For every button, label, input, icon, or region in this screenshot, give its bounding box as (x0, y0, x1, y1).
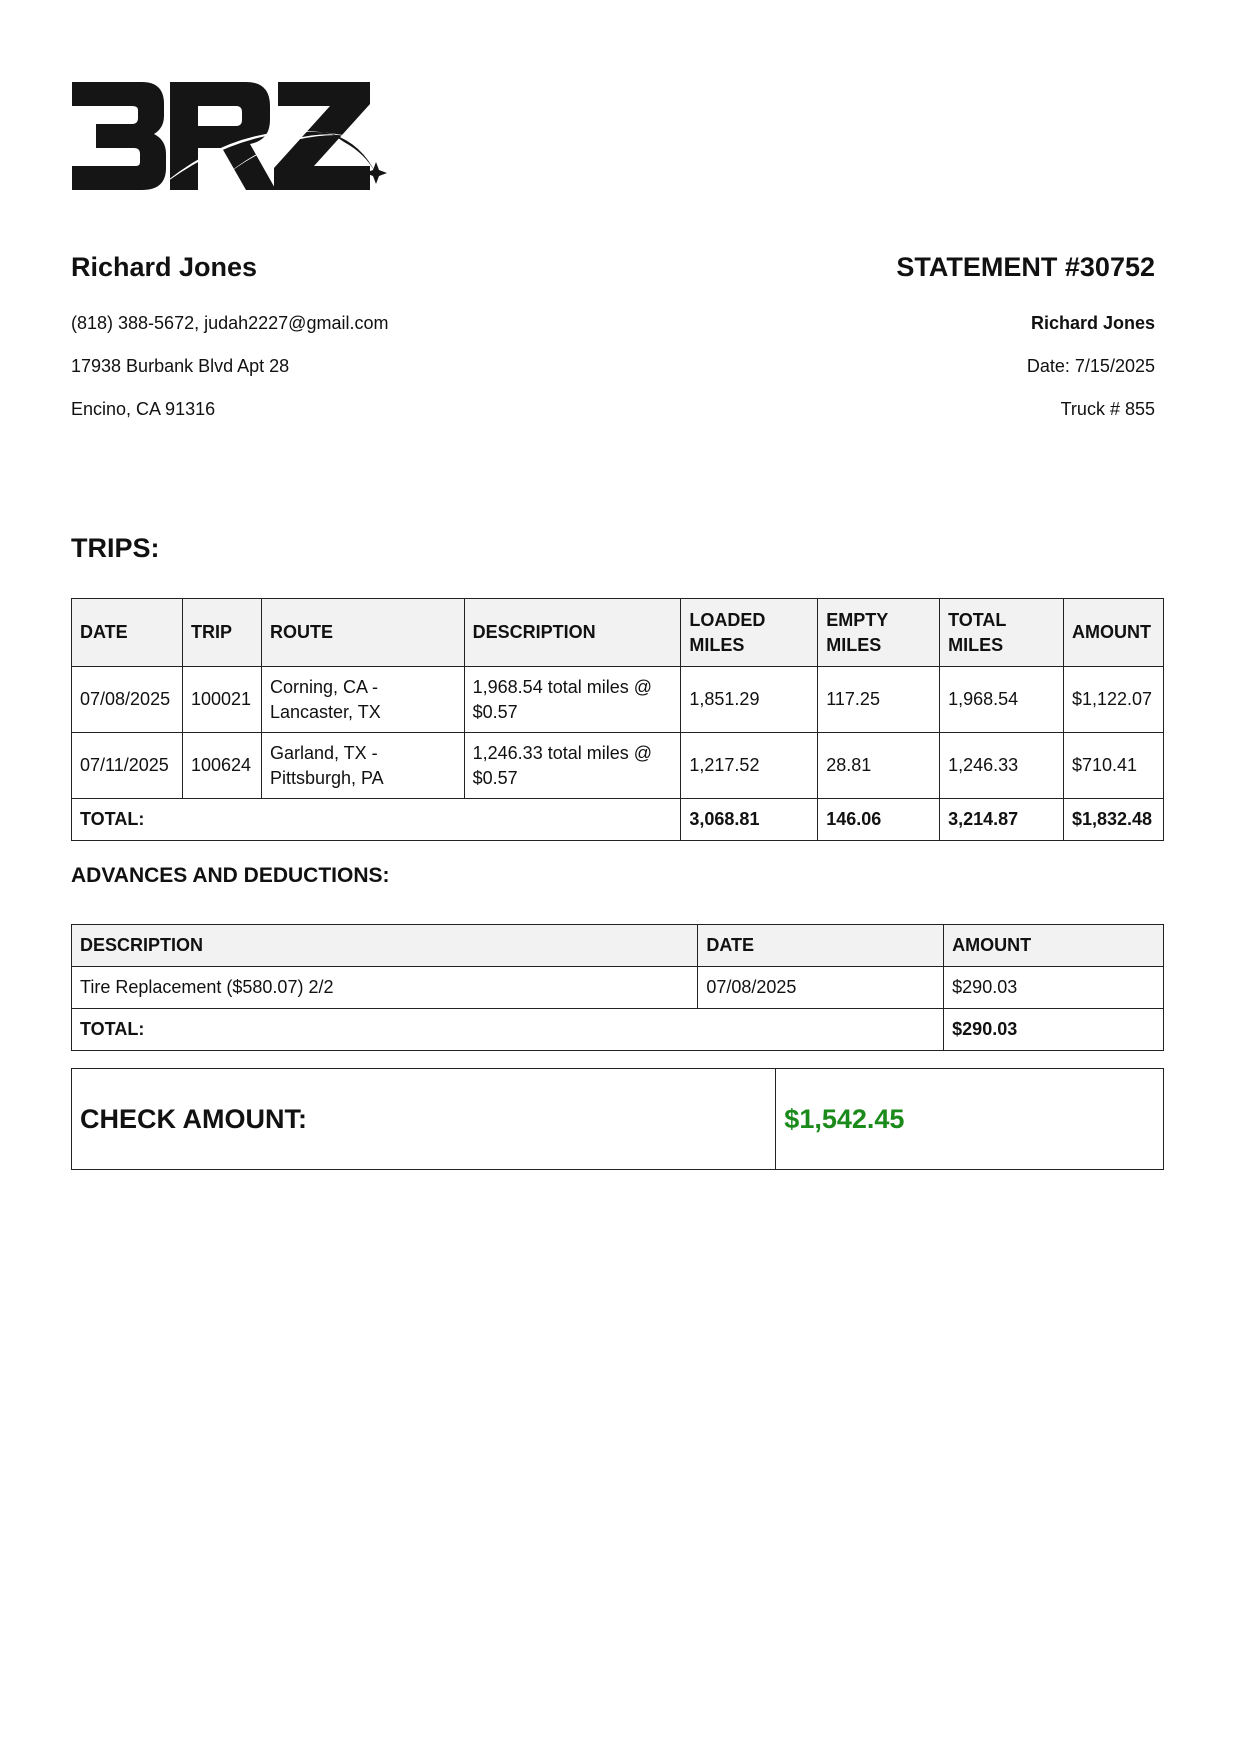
trip-amount: $1,122.07 (1063, 667, 1163, 733)
trip-description (464, 733, 681, 799)
address-line-1: 17938 Burbank Blvd Apt 28 (71, 356, 290, 376)
statement-date: Date: 7/15/2025 (1026, 356, 1155, 376)
trip-route (261, 733, 464, 799)
trip-empty-miles: 28.81 (818, 733, 940, 799)
trip-date: 07/11/2025 (72, 733, 183, 799)
col-header-route: ROUTE (261, 599, 464, 667)
trip-route-origin: Corning, CA - (269, 676, 379, 697)
advances-total-amount: $290.03 (944, 1009, 1164, 1051)
trip-number: 100624 (182, 733, 261, 799)
advances-section-title: ADVANCES AND DEDUCTIONS: (71, 864, 390, 887)
table-row (72, 733, 1164, 799)
trips-total-row (72, 799, 1164, 841)
trips-total-total-miles: 3,214.87 (940, 799, 1064, 841)
table-row (72, 967, 1164, 1009)
trip-description-miles: 1,246.33 total miles @ (472, 742, 653, 763)
trips-total-label: TOTAL: (72, 799, 681, 841)
col-header-trip: TRIP (182, 599, 261, 667)
driver-name: Richard Jones (71, 252, 258, 282)
truck-number: Truck # 855 (1060, 399, 1155, 419)
trip-route-destination: Pittsburgh, PA (269, 767, 384, 788)
trip-description (464, 667, 681, 733)
advances-total-row (72, 1009, 1164, 1051)
advances-header-row (72, 925, 1164, 967)
col-header-total-miles-l1: TOTAL (948, 609, 1007, 630)
col-header-loaded-miles (681, 599, 818, 667)
col-header-loaded-miles-l1: LOADED (689, 609, 766, 630)
trips-table (71, 598, 1164, 841)
trip-description-rate: $0.57 (472, 767, 518, 788)
trip-number: 100021 (182, 667, 261, 733)
trip-route-destination: Lancaster, TX (269, 701, 381, 722)
company-logo (70, 78, 390, 196)
col-header-amount: AMOUNT (1063, 599, 1163, 667)
statement-title: STATEMENT #30752 (896, 252, 1155, 282)
trip-loaded-miles: 1,851.29 (681, 667, 818, 733)
trips-total-empty-miles: 146.06 (818, 799, 940, 841)
table-row (72, 667, 1164, 733)
trips-header-row (72, 599, 1164, 667)
trip-empty-miles: 117.25 (818, 667, 940, 733)
check-amount-label: CHECK AMOUNT: (72, 1069, 776, 1170)
col-header-total-miles (940, 599, 1064, 667)
trip-date: 07/08/2025 (72, 667, 183, 733)
col-header-empty-miles (818, 599, 940, 667)
col-header-empty-miles-l1: EMPTY (826, 609, 889, 630)
trip-description-rate: $0.57 (472, 701, 518, 722)
check-amount-row (72, 1069, 1164, 1170)
trip-total-miles: 1,246.33 (940, 733, 1064, 799)
col-header-date: DATE (698, 925, 944, 967)
col-header-description: DESCRIPTION (72, 925, 698, 967)
statement-driver-name: Richard Jones (1030, 313, 1155, 333)
contact-info: (818) 388-5672, judah2227@gmail.com (71, 313, 389, 333)
brz-logo-graphic (70, 78, 390, 196)
trip-total-miles: 1,968.54 (940, 667, 1064, 733)
deduction-description: Tire Replacement ($580.07) 2/2 (72, 967, 698, 1009)
deduction-date: 07/08/2025 (698, 967, 944, 1009)
col-header-empty-miles-l2: MILES (826, 634, 882, 655)
col-header-date: DATE (72, 599, 183, 667)
trips-total-amount: $1,832.48 (1063, 799, 1163, 841)
advances-total-label: TOTAL: (72, 1009, 944, 1051)
address-line-2: Encino, CA 91316 (71, 399, 216, 419)
trips-total-loaded-miles: 3,068.81 (681, 799, 818, 841)
col-header-loaded-miles-l2: MILES (689, 634, 745, 655)
trips-section-title: TRIPS: (71, 533, 160, 563)
trip-description-miles: 1,968.54 total miles @ (472, 676, 653, 697)
col-header-total-miles-l2: MILES (948, 634, 1004, 655)
trip-route-origin: Garland, TX - (269, 742, 378, 763)
col-header-amount: AMOUNT (944, 925, 1164, 967)
trip-loaded-miles: 1,217.52 (681, 733, 818, 799)
deduction-amount: $290.03 (944, 967, 1164, 1009)
advances-table (71, 924, 1164, 1051)
col-header-description: DESCRIPTION (464, 599, 681, 667)
check-amount-box (71, 1068, 1164, 1170)
trip-route (261, 667, 464, 733)
check-amount-value: $1,542.45 (776, 1069, 1164, 1170)
trip-amount: $710.41 (1063, 733, 1163, 799)
